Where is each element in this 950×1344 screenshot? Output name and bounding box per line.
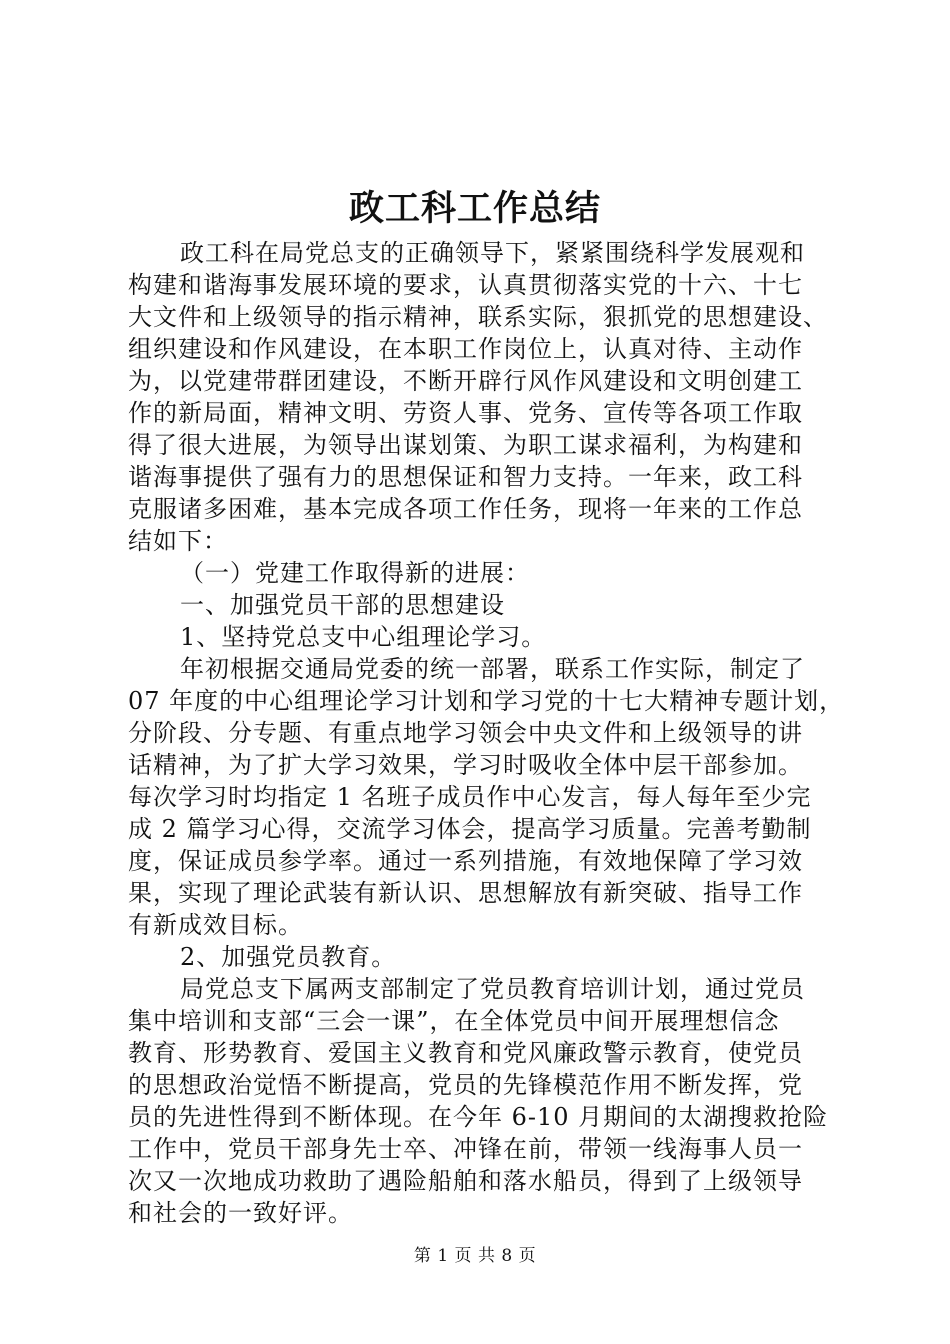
text-line: 1、坚持党总支中心组理论学习。: [180, 623, 547, 651]
text-line: 集中培训和支部“三会一课”，在全体党员中间开展理想信念: [128, 1007, 780, 1035]
text-line: 次又一次地成功救助了遇险船舶和落水船员，得到了上级领导: [128, 1167, 803, 1195]
text-line: 谐海事提供了强有力的思想保证和智力支持。一年来，政工科: [128, 463, 803, 491]
text-line: 话精神，为了扩大学习效果，学习时吸收全体中层干部参加。: [128, 751, 803, 779]
text-line: 组织建设和作风建设，在本职工作岗位上，认真对待、主动作: [128, 335, 803, 363]
text-line: 克服诸多困难，基本完成各项工作任务，现将一年来的工作总: [128, 495, 803, 523]
text-line: 的思想政治觉悟不断提高，党员的先锋模范作用不断发挥，党: [128, 1071, 803, 1099]
text-line: 07 年度的中心组理论学习计划和学习党的十七大精神专题计划，: [128, 687, 845, 715]
text-line: 教育、形势教育、爱国主义教育和党风廉政警示教育，使党员: [128, 1039, 803, 1067]
text-line: 结如下：: [128, 527, 228, 555]
document-title: 政工科工作总结: [348, 188, 601, 229]
page-footer: 第 1 页 共 8 页: [413, 1246, 537, 1266]
text-line: 得了很大进展，为领导出谋划策、为职工谋求福利，为构建和: [128, 431, 803, 459]
text-line: 分阶段、分专题、有重点地学习领会中央文件和上级领导的讲: [128, 719, 803, 747]
text-line: 大文件和上级领导的指示精神，联系实际，狠抓党的思想建设、: [128, 303, 828, 331]
text-line: 和社会的一致好评。: [128, 1199, 353, 1227]
text-line: 作的新局面，精神文明、劳资人事、党务、宣传等各项工作取: [128, 399, 803, 427]
text-line: 有新成效目标。: [128, 911, 303, 939]
text-line: 年初根据交通局党委的统一部署，联系工作实际，制定了: [180, 655, 805, 683]
text-line: 员的先进性得到不断体现。在今年 6-10 月期间的太湖搜救抢险: [128, 1103, 829, 1131]
text-line: 成 2 篇学习心得，交流学习体会，提高学习质量。完善考勤制: [128, 815, 812, 843]
text-line: 果，实现了理论武装有新认识、思想解放有新突破、指导工作: [128, 879, 803, 907]
text-line: （一）党建工作取得新的进展：: [180, 559, 530, 587]
text-line: 一、加强党员干部的思想建设: [180, 591, 505, 619]
document-body: [128, 237, 845, 1229]
text-line: 每次学习时均指定 1 名班子成员作中心发言，每人每年至少完: [128, 783, 812, 811]
text-line: 2、加强党员教育。: [180, 943, 397, 971]
text-line: 度，保证成员参学率。通过一系列措施，有效地保障了学习效: [128, 847, 803, 875]
text-line: 政工科在局党总支的正确领导下，紧紧围绕科学发展观和: [180, 239, 805, 267]
text-line: 构建和谐海事发展环境的要求，认真贯彻落实党的十六、十七: [128, 271, 803, 299]
text-line: 局党总支下属两支部制定了党员教育培训计划，通过党员: [180, 975, 805, 1003]
text-line: 为，以党建带群团建设，不断开辟行风作风建设和文明创建工: [128, 367, 803, 395]
text-line: 工作中，党员干部身先士卒、冲锋在前，带领一线海事人员一: [128, 1135, 803, 1163]
